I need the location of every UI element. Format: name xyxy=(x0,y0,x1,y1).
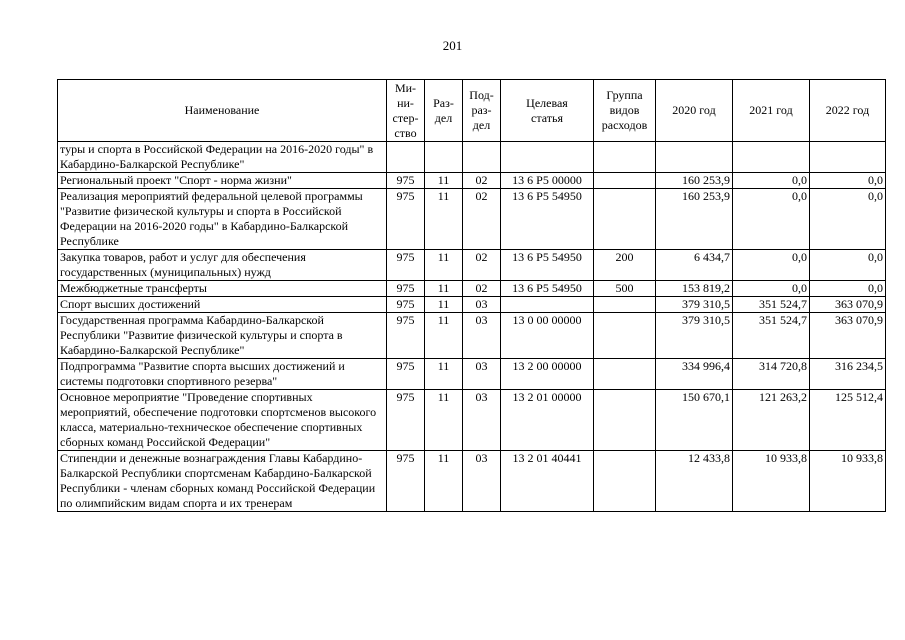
row-subsection: 03 xyxy=(463,297,501,313)
row-subsection: 03 xyxy=(463,359,501,390)
row-expense-group: 500 xyxy=(594,281,656,297)
header-2020: 2020 год xyxy=(656,80,733,142)
row-ministry: 975 xyxy=(387,281,425,297)
row-2022: 316 234,5 xyxy=(810,359,886,390)
row-2020: 334 996,4 xyxy=(656,359,733,390)
header-row xyxy=(58,80,886,142)
header-2021: 2021 год xyxy=(733,80,810,142)
row-name: туры и спорта в Российской Федерации на 2016-2020 годы" в Кабардино-Балкарской Республике" xyxy=(58,142,387,173)
row-subsection: 03 xyxy=(463,451,501,512)
row-section: 11 xyxy=(425,390,463,451)
row-2020: 6 434,7 xyxy=(656,250,733,281)
row-section: 11 xyxy=(425,451,463,512)
row-2022: 125 512,4 xyxy=(810,390,886,451)
row-target: 13 2 01 40441 xyxy=(501,451,594,512)
row-2020: 160 253,9 xyxy=(656,189,733,250)
row-target xyxy=(501,142,594,173)
row-name: Реализация мероприятий федеральной целевой программы "Развитие физической культуры и спорта в Российской Федерации на 2016-2020 годы" в Кабардино-Балкарской Республике xyxy=(58,189,387,250)
table-row xyxy=(58,250,886,281)
row-ministry: 975 xyxy=(387,313,425,359)
row-2022: 10 933,8 xyxy=(810,451,886,512)
row-section: 11 xyxy=(425,313,463,359)
header-subsection: Под- раз- дел xyxy=(463,80,501,142)
row-2022: 0,0 xyxy=(810,250,886,281)
row-target: 13 6 P5 54950 xyxy=(501,189,594,250)
row-expense-group xyxy=(594,297,656,313)
row-name: Подпрограмма "Развитие спорта высших достижений и системы подготовки спортивного резерва" xyxy=(58,359,387,390)
row-name: Спорт высших достижений xyxy=(58,297,387,313)
row-expense-group xyxy=(594,189,656,250)
row-expense-group: 200 xyxy=(594,250,656,281)
row-subsection: 03 xyxy=(463,390,501,451)
table-row xyxy=(58,297,886,313)
header-2022: 2022 год xyxy=(810,80,886,142)
row-ministry: 975 xyxy=(387,451,425,512)
row-2020: 150 670,1 xyxy=(656,390,733,451)
row-2020: 153 819,2 xyxy=(656,281,733,297)
row-name: Государственная программа Кабардино-Балкарской Республики "Развитие физической культуры и спорта в Кабардино-Балкарской Республике" xyxy=(58,313,387,359)
row-2021: 0,0 xyxy=(733,189,810,250)
row-name: Региональный проект "Спорт - норма жизни" xyxy=(58,173,387,189)
row-target: 13 2 01 00000 xyxy=(501,390,594,451)
row-subsection: 02 xyxy=(463,250,501,281)
table-row xyxy=(58,359,886,390)
row-2020 xyxy=(656,142,733,173)
row-2020: 379 310,5 xyxy=(656,313,733,359)
row-name: Основное мероприятие "Проведение спортивных мероприятий, обеспечение подготовки спортсменов высокого класса, материально-техническое обеспечение спортивных сборных команд Российской Федерации" xyxy=(58,390,387,451)
row-section: 11 xyxy=(425,281,463,297)
header-name: Наименование xyxy=(58,80,387,142)
row-2022: 363 070,9 xyxy=(810,313,886,359)
row-2022 xyxy=(810,142,886,173)
table-row xyxy=(58,173,886,189)
row-section: 11 xyxy=(425,359,463,390)
row-2021: 121 263,2 xyxy=(733,390,810,451)
header-target: Целевая статья xyxy=(501,80,594,142)
row-expense-group xyxy=(594,359,656,390)
row-section: 11 xyxy=(425,297,463,313)
row-ministry: 975 xyxy=(387,250,425,281)
row-name: Межбюджетные трансферты xyxy=(58,281,387,297)
row-name: Закупка товаров, работ и услуг для обеспечения государственных (муниципальных) нужд xyxy=(58,250,387,281)
budget-table xyxy=(57,79,886,512)
row-2022: 0,0 xyxy=(810,173,886,189)
row-2020: 12 433,8 xyxy=(656,451,733,512)
row-ministry xyxy=(387,142,425,173)
row-subsection xyxy=(463,142,501,173)
row-subsection: 02 xyxy=(463,173,501,189)
row-2021: 351 524,7 xyxy=(733,313,810,359)
row-ministry: 975 xyxy=(387,173,425,189)
row-2021 xyxy=(733,142,810,173)
row-subsection: 02 xyxy=(463,281,501,297)
row-expense-group xyxy=(594,390,656,451)
row-target: 13 6 P5 54950 xyxy=(501,250,594,281)
header-ministry: Ми- ни- стер- ство xyxy=(387,80,425,142)
row-expense-group xyxy=(594,451,656,512)
row-2022: 363 070,9 xyxy=(810,297,886,313)
row-target xyxy=(501,297,594,313)
row-2021: 10 933,8 xyxy=(733,451,810,512)
row-2021: 0,0 xyxy=(733,250,810,281)
row-target: 13 6 P5 00000 xyxy=(501,173,594,189)
table-row xyxy=(58,390,886,451)
row-ministry: 975 xyxy=(387,359,425,390)
row-subsection: 02 xyxy=(463,189,501,250)
row-section: 11 xyxy=(425,189,463,250)
row-ministry: 975 xyxy=(387,390,425,451)
table-row xyxy=(58,142,886,173)
row-target: 13 2 00 00000 xyxy=(501,359,594,390)
row-ministry: 975 xyxy=(387,189,425,250)
row-target: 13 6 P5 54950 xyxy=(501,281,594,297)
table-row xyxy=(58,189,886,250)
page-number: 201 xyxy=(442,38,463,53)
row-2020: 379 310,5 xyxy=(656,297,733,313)
row-2021: 0,0 xyxy=(733,173,810,189)
row-subsection: 03 xyxy=(463,313,501,359)
row-section: 11 xyxy=(425,250,463,281)
table-row xyxy=(58,451,886,512)
row-expense-group xyxy=(594,142,656,173)
row-2021: 351 524,7 xyxy=(733,297,810,313)
row-ministry: 975 xyxy=(387,297,425,313)
row-section xyxy=(425,142,463,173)
table-row xyxy=(58,313,886,359)
row-section: 11 xyxy=(425,173,463,189)
header-expense-group: Группа видов расходов xyxy=(594,80,656,142)
row-2022: 0,0 xyxy=(810,189,886,250)
row-name: Стипендии и денежные вознаграждения Главы Кабардино-Балкарской Республики спортсменам Кабардино-Балкарской Республики - членам сборных команд Российской Федерации по олимпийским видам спорта и их тренерам xyxy=(58,451,387,512)
row-2022: 0,0 xyxy=(810,281,886,297)
table-row xyxy=(58,281,886,297)
row-expense-group xyxy=(594,173,656,189)
header-section: Раз- дел xyxy=(425,80,463,142)
row-expense-group xyxy=(594,313,656,359)
row-target: 13 0 00 00000 xyxy=(501,313,594,359)
row-2021: 314 720,8 xyxy=(733,359,810,390)
row-2020: 160 253,9 xyxy=(656,173,733,189)
row-2021: 0,0 xyxy=(733,281,810,297)
